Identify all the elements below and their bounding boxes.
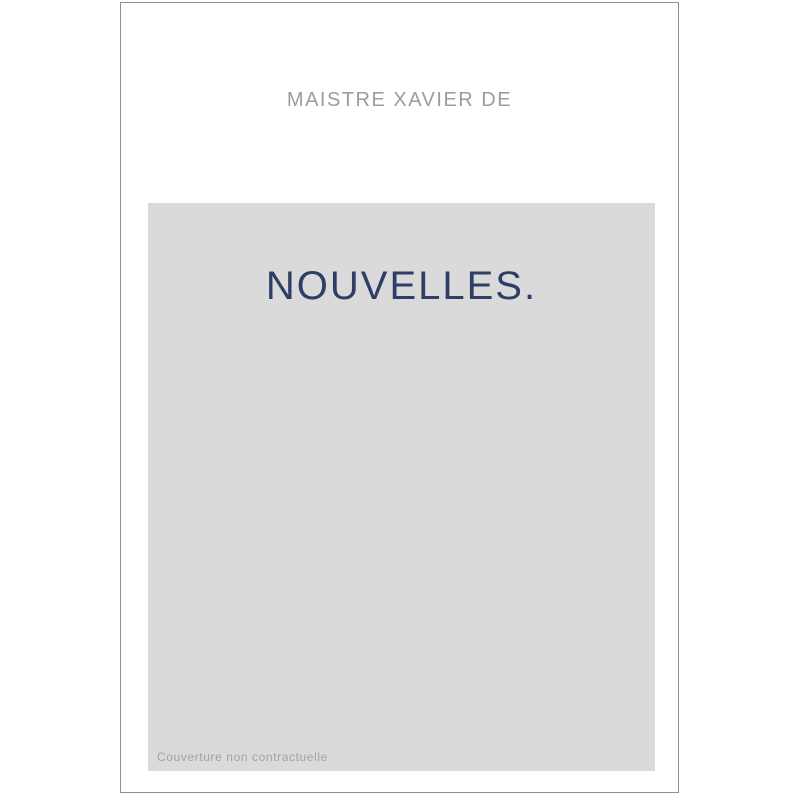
disclaimer-text: Couverture non contractuelle [157, 750, 328, 764]
cover-panel [148, 203, 655, 771]
book-cover [120, 2, 679, 793]
book-title: NOUVELLES. [265, 264, 538, 308]
author-name: MAISTRE XAVIER DE [286, 89, 513, 111]
